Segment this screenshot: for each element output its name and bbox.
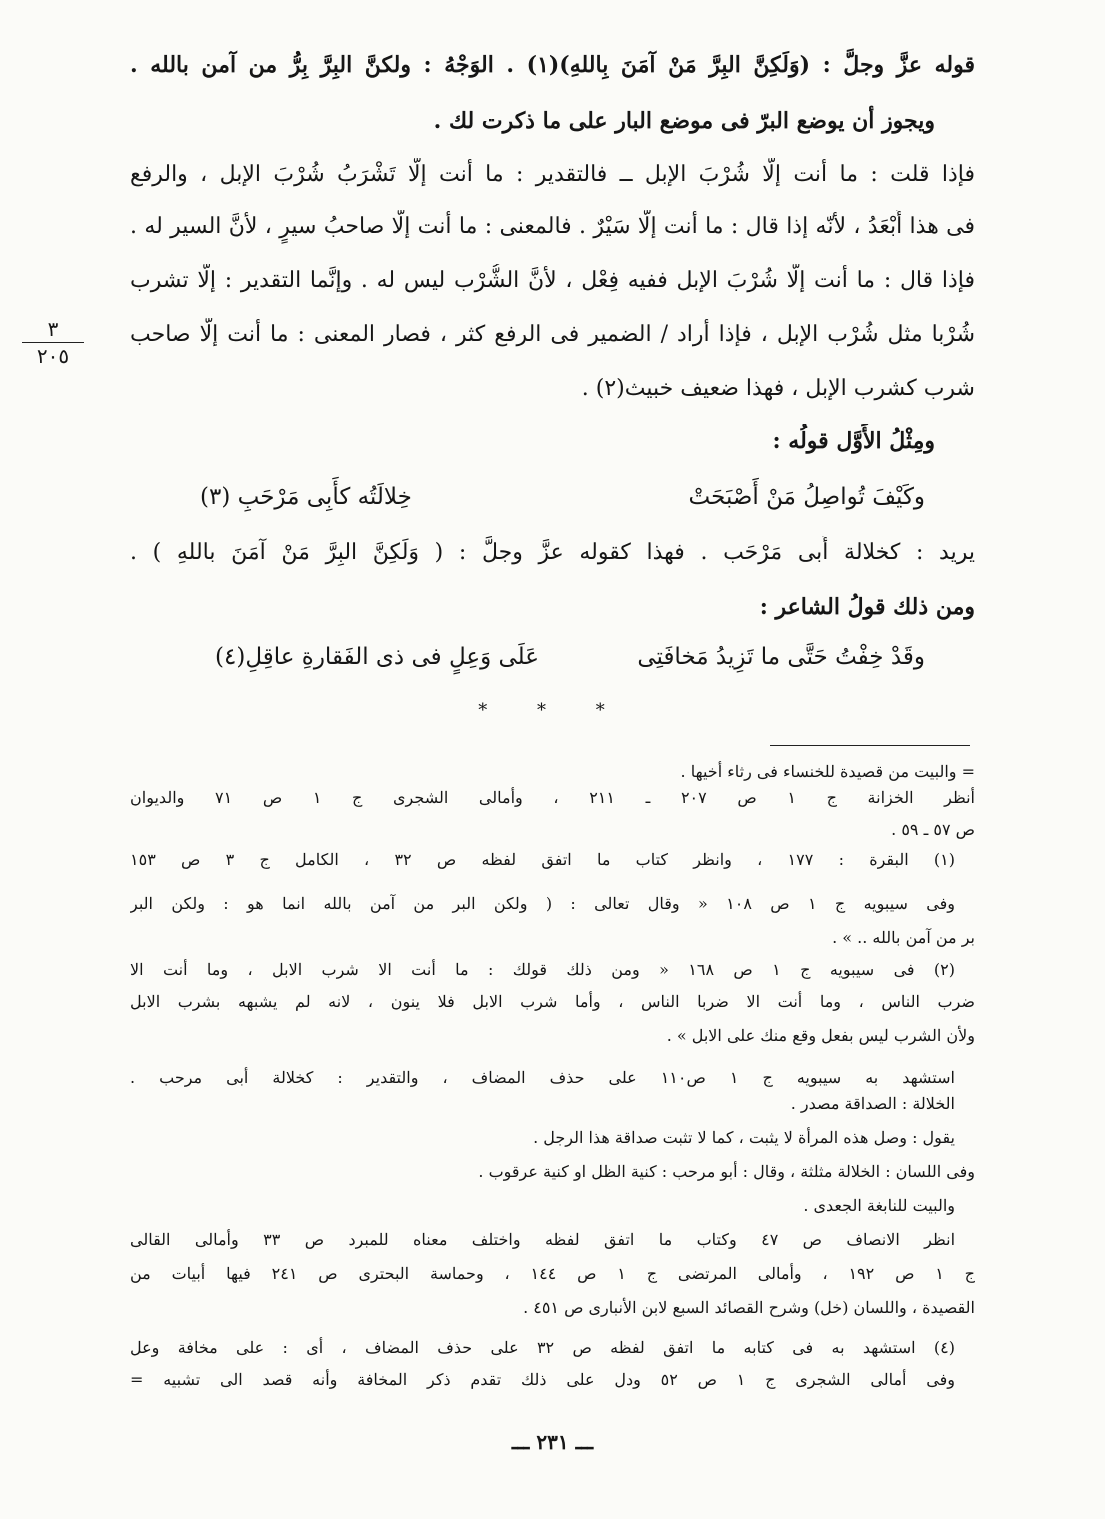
verse-1-first-hemistich: وكَيْفَ تُواصِلُ مَنْ أَصْبَحَتْ: [688, 484, 925, 510]
footnote-line: انظر الانصاف ص ٤٧ وكتاب ما اتفق لفظه واختلف معناه للمبرد ص ٣٣ وأمالى القالى: [130, 1230, 955, 1249]
body-line-4: فى هذا أَبْعَدُ ، لأنّه إذا قال : ما أنت إلَّا سَيْرٌ . فالمعنى : ما أنت إلَّا صاحبُ سيرٍ ، لأنَّ السير له .: [130, 214, 975, 239]
footnote-line: ضرب الناس ، وما أنت الا ضربا الناس ، وأما شرب الابل فلا ينون ، لانه لم يشبهه بشرب الابل: [130, 992, 975, 1011]
footnote-line: وفى أمالى الشجرى ج ١ ص ٥٢ ودل على ذلك تقدم ذكر المخافة وأنه قصد الى تشبيه =: [130, 1370, 955, 1389]
body-line-1: قوله عزَّ وجلَّ : (وَلَكِنَّ البِرَّ مَنْ آمَنَ بِاللهِ)(١) . الوَجْهُ : ولكنَّ البِرَّ بِرُّ من آمن بالله .: [130, 52, 975, 78]
footnote-line: القصيدة ، واللسان (خل) وشرح القصائد السبع لابن الأنبارى ص ٤٥١ .: [523, 1298, 975, 1317]
footnote-line: أنظر الخزانة ج ١ ص ٢٠٧ ـ ٢١١ ، وأمالى الشجرى ج ١ ص ٧١ والديوان: [130, 788, 975, 807]
margin-reference-bottom: ٢٠٥: [36, 344, 70, 368]
footnote-line: = والبيت من قصيدة للخنساء فى رثاء أخيها .: [680, 762, 975, 781]
verse-2-first-hemistich: وقَدْ خِفْتُ حَتَّى ما تَزِيدُ مَخافَتِى: [637, 644, 925, 670]
body-line-intro-verse-2: ومن ذلك قولُ الشاعر :: [759, 594, 975, 620]
footnote-line: وفى سيبويه ج ١ ص ١٠٨ « وقال تعالى : ( ولكن البر من آمن بالله انما هو : ولكن البر: [130, 894, 955, 913]
margin-reference-top: ٣: [22, 316, 84, 343]
footnote-line: استشهد به سيبويه ج ١ ص١١٠ على حذف المضاف ، والتقدير : كخلالة أبى مرحب .: [130, 1068, 955, 1087]
body-line-7: شرب كشرب الإبل ، فهذا ضعيف خبيث(٢) .: [581, 376, 975, 401]
footnote-line: بر من آمن بالله .. » .: [832, 928, 975, 947]
footnote-line: ولأن الشرب ليس بفعل وقع منك على الابل » .: [666, 1026, 975, 1045]
footnote-line: يقول : وصل هذه المرأة لا يثبت ، كما لا تثبت صداقة هذا الرجل .: [533, 1128, 955, 1147]
body-line-after-verse-1: يريد : كخلالة أَبى مَرْحَب . فهذا كقوله عزَّ وجلَّ : ( وَلَكِنَّ البِرَّ مَنْ آمَنَ باللهِ ) .: [130, 540, 975, 565]
section-separator-stars: * * *: [478, 700, 627, 721]
body-line-8: ومِثْلُ الأَوَّل قولُه :: [772, 428, 935, 454]
body-line-2: ويجوز أن يوضع البرّ فى موضع البار على ما ذكرت لك .: [433, 108, 935, 134]
body-line-3: فإذا قلت : ما أنت إلَّا شُرْبَ الإبل ــ فالتقدير : ما أنت إلَّا تَشْرَبُ شُرْبَ الإبل ، والرفع: [130, 162, 975, 187]
footnote-line: (٢) فى سيبويه ج ١ ص ١٦٨ « ومن ذلك قولك : ما أنت الا شرب الابل ، وما أنت الا: [130, 960, 955, 979]
verse-1: [200, 480, 925, 514]
footnote-line: ص ٥٧ ـ ٥٩ .: [891, 820, 975, 839]
footnote-line: (١) البقرة : ١٧٧ ، وانظر كتاب ما اتفق لفظه ص ٣٢ ، الكامل ج ٣ ص ١٥٣: [130, 850, 955, 869]
footnote-line: الخلالة : الصداقة مصدر .: [790, 1094, 955, 1113]
footnote-line: وفى اللسان : الخلالة مثلثة ، وقال : أبو مرحب : كنية الظل او كنية عرقوب .: [478, 1162, 975, 1181]
margin-reference: [22, 316, 84, 369]
verse-2-second-hemistich: عَلَى وَعِلٍ فى ذى الفَقارةِ عاقِلِ(٤): [215, 644, 540, 670]
body-line-5: فإذا قال : ما أنت إلَّا شُرْبَ الإبل ففيه فِعْل ، لأنَّ الشُّرْب ليس له . وإنَّما التقدير : إلَّا تشرب: [130, 268, 975, 293]
page-number: ـــ ٢٣١ ـــ: [511, 1430, 594, 1454]
footnote-line: ج ١ ص ١٩٢ ، وأمالى المرتضى ج ١ ص ١٤٤ ، وحماسة البحترى ص ٢٤١ فيها أبيات من: [130, 1264, 975, 1283]
footnote-divider: [770, 745, 970, 746]
footnote-line: (٤) استشهد به فى كتابه ما اتفق لفظه ص ٣٢ على حذف المضاف ، أى : على مخافة وعل: [130, 1338, 955, 1357]
verse-2: [215, 640, 925, 674]
footnote-line: والبيت للنابغة الجعدى .: [803, 1196, 955, 1215]
verse-1-second-hemistich: خِلالَتُه كأَبِى مَرْحَبِ (٣): [200, 484, 412, 510]
body-line-6: شُرْبا مثل شُرْب الإبل ، فإذا أراد / الضمير فى الرفع كثر ، فصار المعنى : ما أنت إلَّا صاحب: [130, 322, 975, 347]
